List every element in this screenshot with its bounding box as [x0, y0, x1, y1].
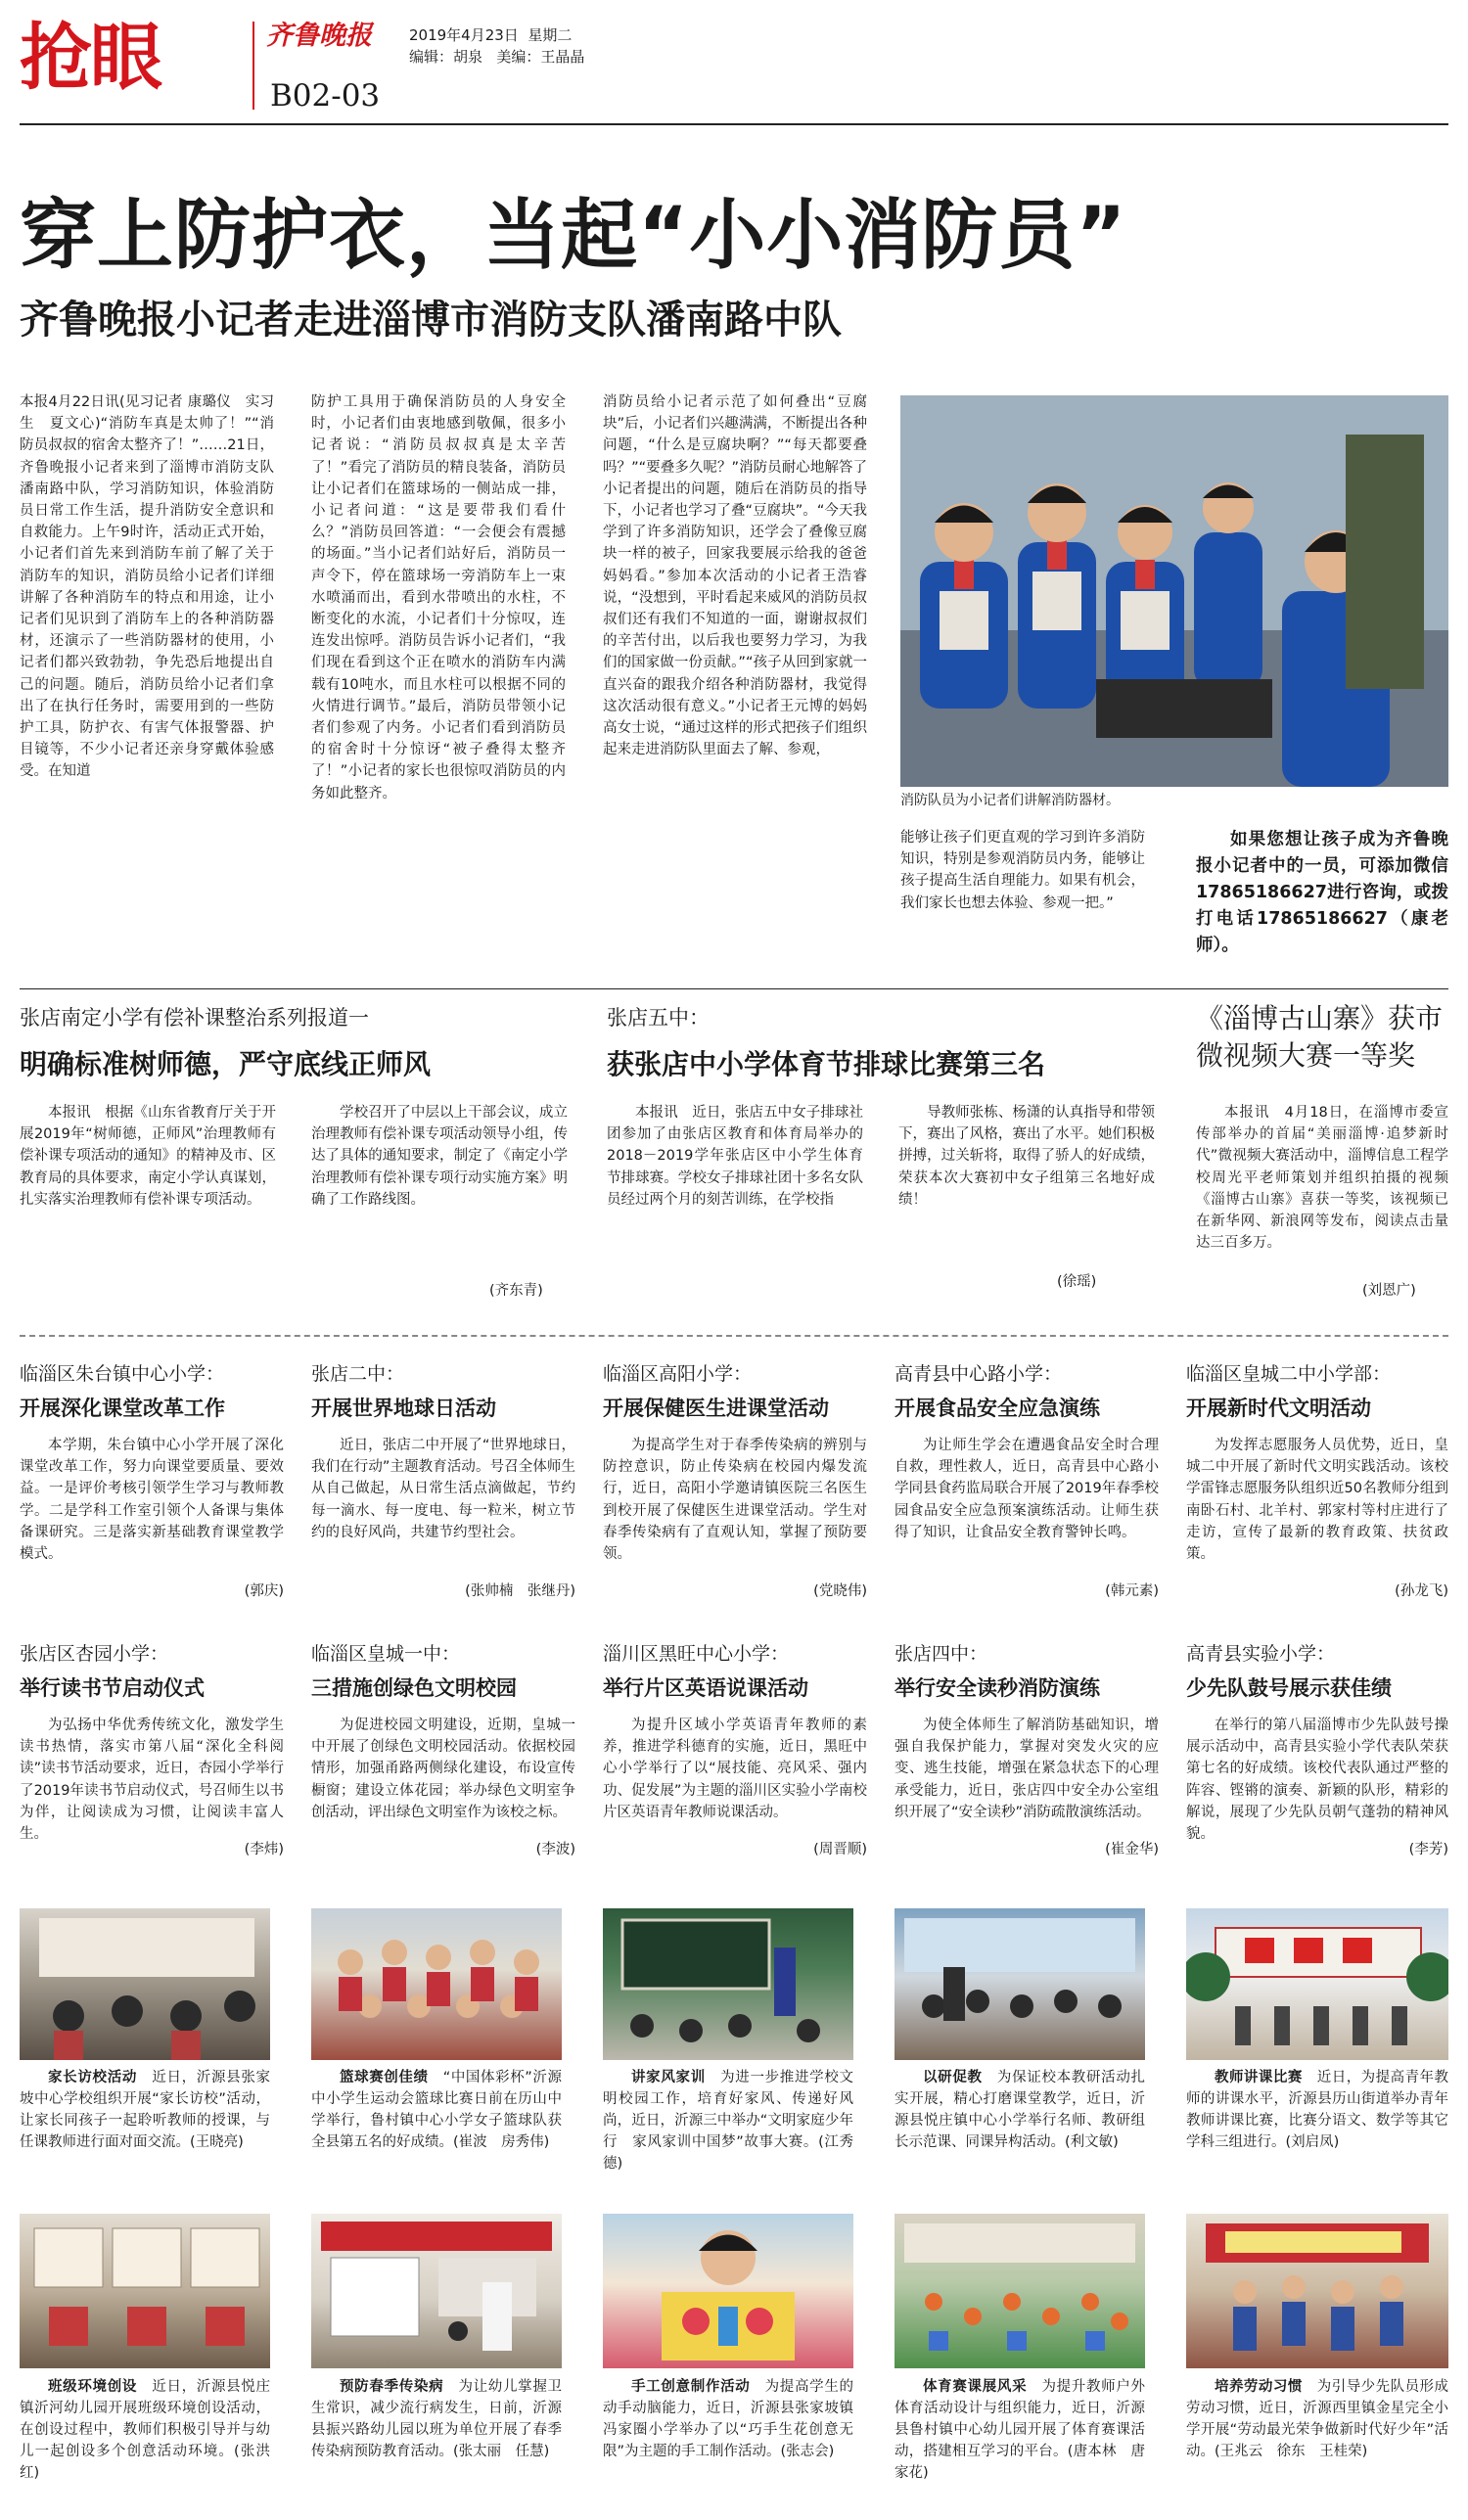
- row3-text-4: 为让师生学会在遭遇食品安全时合理自救，理性救人，近日，高青县中心路小学同县食药监局联合开展了2019年春季校园食品安全应急预案演练活动。让师生获得了知识，让食品安全教育警钟长鸣。: [895, 1438, 1159, 1540]
- lead-col-2: 防护工具用于确保消防员的人身安全时，小记者们由衷地感到敬佩，很多小记者说：“消防员叔叔真是太辛苦了！”看完了消防员的精良装备，消防员让小记者们在篮球场的一侧站成一排，小记者问道：“这是要带我们看什么？”消防员回答道：“一会便会有震撼的场面。”当小记者们站好后，消防员一声令下，停在篮球场一旁消防车上一束水喷涌而出，看到水带喷出的水柱，不断变化的水流，小记者们十分惊叹，连连发出惊呼。消防员告诉小记者们，“我们现在看到这个正在喷水的消防车内满载有10吨水，而且水柱可以根据不同的火情进行调节。”最后，消防员带领小记者们参观了内务。小记者们看到消防员的宿舍时十分惊讶“被子叠得太整齐了！”小记者的家长也很惊叹消防员的内务如此整齐。: [311, 394, 566, 802]
- issue-weekday: 星期二: [528, 26, 573, 44]
- row3-title-4: 开展食品安全应急演练: [895, 1397, 1100, 1420]
- row3-text-1: 本学期，朱台镇中心小学开展了深化课堂改革工作，努力向课堂要质量、要效益。一是评价考核引领学生学习与教师教学。二是学科工作室引领个人备课与集体备课研究。三是落实新基础教育课堂教学模式。: [20, 1438, 284, 1563]
- row3-title-2: 开展世界地球日活动: [311, 1397, 496, 1420]
- caption-2-3-text: 为提高学生的动手动脑能力，近日，沂源县张家坡镇冯家圈小学举办了以“巧手生花创意无限”为主题的手工制作活动。: [603, 2379, 854, 2459]
- lead-col-4: 能够让孩子们更直观的学习到许多消防知识，特别是参观消防员内务，能够让孩子提高生活自理能力。如果有机会，我们家长也想去体验、参观一把。”: [900, 830, 1145, 911]
- caption-1-3-byline: (江秀德): [603, 2134, 853, 2172]
- row3-school-4: 高青县中心路小学：: [895, 1363, 1063, 1385]
- row3-col-2: [311, 1362, 575, 1609]
- caption-2-4-byline: (唐本林 唐家花): [895, 2444, 1145, 2481]
- row3-byline-3: (党晓伟): [813, 1583, 867, 1599]
- caption-2-3-title: 手工创意制作活动: [631, 2379, 751, 2395]
- row2-text-1b: 学校召开了中层以上干部会议，成立治理教师有偿补课专项活动领导小组，传达了具体的通知要求，制定了《南定小学治理教师有偿补课专项行动实施方案》明确了工作路线图。: [311, 1105, 568, 1208]
- page-code: B02-03: [270, 78, 381, 114]
- caption-1-1-title: 家长访校活动: [48, 2070, 138, 2085]
- row3-byline-1: (郭庆): [244, 1583, 284, 1599]
- row3-school-1: 临淄区朱台镇中心小学：: [20, 1363, 225, 1385]
- row3-text-5: 为发挥志愿服务人员优势，近日，皇城二中开展了新时代文明实践活动。该校学雷锋志愿服务队组织近50名教师分组到南卧石村、北羊村、郭家村等村庄进行了走访，宣传了最新的教育政策、扶贫政策。: [1186, 1438, 1448, 1563]
- row3-title-1: 开展深化课堂改革工作: [20, 1397, 225, 1420]
- row2-school-2: 张店五中：: [607, 1006, 710, 1030]
- caption-1-5-title: 教师讲课比赛: [1215, 2070, 1303, 2085]
- row4-byline-1: (李炜): [244, 1842, 284, 1857]
- masthead-rule: [20, 123, 1448, 125]
- designer-name: 美编：王晶晶: [496, 48, 585, 66]
- photo-2-5: [1186, 2214, 1448, 2368]
- photo-2-2: [311, 2214, 562, 2368]
- paper-name: 齐鲁晚报: [266, 21, 372, 51]
- caption-1-2-text: “中国体彩杯”沂源中小学生运动会篮球比赛日前在历山中学举行，鲁村镇中心小学女子篮球队获全县第五名的好成绩。: [311, 2070, 563, 2150]
- caption-1-2-byline: (崔波 房秀伟): [453, 2134, 550, 2150]
- section-logo: [20, 14, 240, 119]
- caption-2-2: [311, 2376, 562, 2462]
- caption-2-5-text: 为引导少先队员形成劳动习惯，近日，沂源西里镇金星完全小学开展“劳动最光荣争做新时代好少年”活动。: [1186, 2379, 1449, 2459]
- row3-byline-4: (韩元素): [1105, 1583, 1159, 1599]
- row4-text-4: 为使全体师生了解消防基础知识，增强自我保护能力，掌握对突发火灾的应变、逃生技能，增强在紧急状态下的心理承受能力，近日，张店四中安全办公室组织开展了“安全读秒”消防疏散演练活动。: [895, 1718, 1159, 1820]
- lead-col-1: 本报4月22日讯(见习记者 康璐仪 实习生 夏文心)“消防车真是太帅了！”“消防员叔叔的宿舍太整齐了！”……21日，齐鲁晚报小记者来到了淄博市消防支队潘南路中队，学习消防知识，体验消防员日常工作生活，提升消防安全意识和自救能力。上午9时许，活动正式开始，小记者们首先来到消防车前了解了关于消防车的知识，消防员给小记者们详细讲解了各种消防车的特点和用途，让小记者们见识到了消防车上的各种消防器材，还演示了一些消防器材的使用，小记者们都兴致勃勃，争先恐后地提出自己的问题。随后，消防员给小记者们拿出了在执行任务时，需要用到的一些防护工具，防护衣、有害气体报警器、护目镜等，不少小记者还亲身穿戴体验感受。在知道: [20, 394, 274, 780]
- photo-2-4: [895, 2214, 1145, 2368]
- row4-text-5: 在举行的第八届淄博市少先队鼓号操展示活动中，高青县实验小学代表队荣获第七名的好成绩。该校代表队通过严整的阵容、铿锵的演奏、新颖的队形，精彩的解说，展现了少先队员朝气蓬勃的精神风貌。: [1186, 1718, 1448, 1843]
- photo-2-3: [603, 2214, 853, 2368]
- row2-byline-1: (齐东青): [489, 1283, 543, 1299]
- row4-col-2: [311, 1642, 575, 1867]
- caption-1-4-title: 以研促教: [923, 2070, 983, 2085]
- row3-col-5: [1186, 1362, 1448, 1609]
- row4-school-5: 高青县实验小学：: [1186, 1643, 1336, 1665]
- caption-1-4: [895, 2067, 1145, 2153]
- caption-2-3: [603, 2376, 853, 2462]
- photo-2-1: [20, 2214, 270, 2368]
- row3-col-1: [20, 1362, 284, 1609]
- editor-name: 编辑：胡泉: [409, 48, 483, 66]
- row3-byline-5: (孙龙飞): [1395, 1583, 1448, 1599]
- row3-col-3: [603, 1362, 867, 1609]
- row3-byline-2: (张帅楠 张继丹): [465, 1583, 575, 1599]
- photo-1-1: [20, 1908, 270, 2060]
- row3-title-5: 开展新时代文明活动: [1186, 1397, 1371, 1420]
- caption-1-4-byline: (利文敏): [1065, 2134, 1119, 2150]
- row3-school-3: 临淄区高阳小学：: [603, 1363, 753, 1385]
- caption-2-5-byline: (王兆云 徐东 王桂荣): [1215, 2444, 1368, 2459]
- lead-col-3: 消防员给小记者示范了如何叠出“豆腐块”后，小记者们兴趣满满，不断提出各种问题，“什么是豆腐块啊？”“每天都要叠吗？”“要叠多久呢？”消防员耐心地解答了小记者提出的问题，随后在消防员的指导下，小记者也学习了叠“豆腐块”。“今天我学到了许多消防知识，还学会了叠像豆腐块一样的被子，回家我要展示给我的爸爸妈妈看。”参加本次活动的小记者王浩睿说，“没想到，平时看起来威风的消防员叔叔们还有我们不知道的一面，谢谢叔叔们的辛苦付出，以后我也要努力学习，为我们的国家做一份贡献。”“孩子从回到家就一直兴奋的跟我介绍各种消防器材，我觉得这次活动很有意义。”小记者王元博的妈妈高女士说，“通过这样的形式把孩子们组织起来走进消防队里面去了解、参观，: [603, 394, 867, 758]
- caption-2-1-text: 近日，沂源县悦庄镇沂河幼儿园开展班级环境创设活动，在创设过程中，教师们积极引导并与幼儿一起创设多个创意活动环境。: [20, 2379, 271, 2459]
- row2-school-1: 张店南定小学有偿补课整治系列报道一: [20, 1006, 369, 1030]
- row2-rule: [20, 988, 1448, 989]
- caption-1-5-byline: (刘启凤): [1285, 2134, 1340, 2150]
- row4-text-2: 为促进校园文明建设，近期，皇城一中开展了创绿色文明校园活动。依据校园情形，加强甬路两侧绿化建设，布设宣传橱窗；建设立体花园；举办绿色文明室争创活动，评出绿色文明室作为该校之标。: [311, 1718, 575, 1820]
- row4-school-4: 张店四中：: [895, 1643, 988, 1665]
- row2-byline-3: (刘恩广): [1362, 1283, 1416, 1299]
- photo-1-2: [311, 1908, 562, 2060]
- row4-title-5: 少先队鼓号展示获佳绩: [1186, 1676, 1392, 1700]
- caption-1-1-byline: (王晓亮): [190, 2134, 244, 2150]
- row2-title-2: 获张店中小学体育节排球比赛第三名: [607, 1048, 1046, 1080]
- caption-1-1-text: 近日，沂源县张家坡中心学校组织开展“家长访校”活动，让家长同孩子一起聆听教师的授课，与任课教师进行面对面交流。: [20, 2070, 271, 2150]
- row3-school-2: 张店二中：: [311, 1363, 405, 1385]
- row2-text-1a: 本报讯 根据《山东省教育厅关于开展2019年“树师德，正师风”治理教师有偿补课专项活动的通知》的精神及市、区教育局的具体要求，南定小学认真谋划，扎实落实治理教师有偿补课专项活动。: [20, 1105, 276, 1208]
- caption-2-3-byline: (张志会): [780, 2444, 835, 2459]
- photo-1-3: [603, 1908, 853, 2060]
- caption-2-5: [1186, 2376, 1448, 2462]
- row4-title-3: 举行片区英语说课活动: [603, 1676, 808, 1700]
- caption-2-2-text: 为让幼儿掌握卫生常识，减少流行病发生，日前，沂源县振兴路幼儿园以班为单位开展了春季传染病预防教育活动。: [311, 2379, 563, 2459]
- row4-text-3: 为提升区域小学英语青年教师的素养，推进学科德育的实施，近日，黑旺中心小学举行了以“展技能、亮风采、强内功、促发展”为主题的淄川区实验小学南校片区英语青年教师说课活动。: [603, 1718, 867, 1820]
- row4-title-2: 三措施创绿色文明校园: [311, 1676, 517, 1700]
- caption-2-4: [895, 2376, 1145, 2484]
- caption-2-1-title: 班级环境创设: [48, 2379, 138, 2395]
- caption-1-3-text: 为进一步推进学校文明校园工作，培育好家风、传递好风尚，近日，沂源三中举办“文明家庭少年行 家风家训中国梦”故事大赛。: [603, 2070, 854, 2150]
- row2-title-1: 明确标准树师德，严守底线正师风: [20, 1048, 432, 1080]
- row3-text-3: 为提高学生对于春季传染病的辨别与防控意识，防止传染病在校园内爆发流行，近日，高阳小学邀请镇医院三名医生到校开展了保健医生进课堂活动。学生对春季传染病有了直观认知，掌握了预防要领。: [603, 1438, 867, 1563]
- caption-2-2-title: 预防春季传染病: [340, 2379, 444, 2395]
- caption-1-3: [603, 2067, 853, 2175]
- caption-1-3-title: 讲家风家训: [631, 2070, 706, 2085]
- row4-col-1: [20, 1642, 284, 1867]
- row4-title-4: 举行安全读秒消防演练: [895, 1676, 1100, 1700]
- caption-1-4-text: 为保证校本教研活动扎实开展，精心打磨课堂教学，近日，沂源县悦庄镇中心小学举行名师、教研组长示范课、同课异构活动。: [895, 2070, 1146, 2150]
- photo-1-4: [895, 1908, 1145, 2060]
- row4-school-3: 淄川区黑旺中心小学：: [603, 1643, 790, 1665]
- masthead-editors: [409, 47, 584, 67]
- row2-text-2a: 本报讯 近日，张店五中女子排球社团参加了由张店区教育和体育局举办的2018－2019学年张店区中小学生体育节排球赛。学校女子排球社团十多名女队员经过两个月的刻苦训练，在学校指: [607, 1105, 863, 1208]
- lead-photo: [900, 395, 1448, 787]
- row3-col-4: [895, 1362, 1159, 1609]
- caption-2-4-title: 体育赛课展风采: [923, 2379, 1028, 2395]
- lead-photo-caption: 消防队员为小记者们讲解消防器材。: [900, 793, 1120, 808]
- caption-1-1: [20, 2067, 270, 2153]
- row2-text-3: 本报讯 4月18日，在淄博市委宣传部举办的首届“美丽淄博·追梦新时代”微视频大赛活动中，淄博信息工程学校周光平老师策划并组织拍摄的视频《淄博古山寨》喜获一等奖，该视频已在新华网、新浪网等发布，阅读点击量达三百多万。: [1196, 1105, 1448, 1252]
- row3-dashed-rule: [20, 1335, 1448, 1337]
- row4-byline-3: (周晋顺): [813, 1842, 867, 1857]
- row3-school-5: 临淄区皇城二中小学部：: [1186, 1363, 1392, 1385]
- masthead-divider: [252, 22, 254, 110]
- row4-text-1: 为弘扬中华优秀传统文化，激发学生读书热情，落实市第八届“深化全科阅读”读书节活动要求，近日，杏园小学举行了2019年读书节启动仪式，号召师生以书为伴，让阅读成为习惯，让阅读丰富人生。: [20, 1718, 284, 1843]
- row4-title-1: 举行读书节启动仪式: [20, 1676, 205, 1700]
- row3-text-2: 近日，张店二中开展了“世界地球日，我们在行动”主题教育活动。号召全体师生从自己做起，从日常生活点滴做起，节约每一滴水、每一度电、每一粒米，树立节约的良好风尚，共建节约型社会。: [311, 1438, 575, 1540]
- caption-2-1-byline: (张洪红): [20, 2444, 270, 2481]
- masthead-date: [409, 25, 572, 45]
- row2-byline-2: (徐瑶): [1057, 1274, 1097, 1290]
- lead-subheadline: 齐鲁晚报小记者走进淄博市消防支队潘南路中队: [20, 298, 842, 343]
- row3-title-3: 开展保健医生进课堂活动: [603, 1397, 829, 1420]
- row2-title-3: 《淄博古山寨》获市微视频大赛一等奖: [1196, 1002, 1444, 1072]
- row2-text-2b: 导教师张栋、杨潇的认真指导和带领下，赛出了风格，赛出了水平。她们积极拼搏，过关斩将，取得了骄人的好成绩，荣获本次大赛初中女子组第三名地好成绩！: [898, 1105, 1155, 1208]
- row4-byline-4: (崔金华): [1105, 1842, 1159, 1857]
- caption-1-2: [311, 2067, 562, 2153]
- row4-byline-5: (李芳): [1408, 1842, 1448, 1857]
- caption-1-5-text: 近日，为提高青年教师的讲课水平，沂源县历山街道举办青年教师讲课比赛，比赛分语文、数学等其它学科三组进行。: [1186, 2070, 1449, 2150]
- caption-2-5-title: 培养劳动习惯: [1215, 2379, 1303, 2395]
- row4-school-1: 张店区杏园小学：: [20, 1643, 169, 1665]
- issue-date: 2019年4月23日: [409, 26, 519, 44]
- lead-promo: 如果您想让孩子成为齐鲁晚报小记者中的一员，可添加微信17865186627进行咨询，或拨打电话17865186627（康老师）。: [1196, 830, 1448, 955]
- caption-2-4-text: 为提升教师户外体育活动设计与组织能力，近日，沂源县鲁村镇中心幼儿园开展了体育赛课活动，搭建相互学习的平台。: [895, 2379, 1146, 2459]
- photo-1-5: [1186, 1908, 1448, 2060]
- row4-col-3: [603, 1642, 867, 1867]
- caption-2-2-byline: (张太丽 任慧): [453, 2444, 550, 2459]
- row4-school-2: 临淄区皇城一中：: [311, 1643, 461, 1665]
- caption-1-2-title: 篮球赛创佳绩: [340, 2070, 429, 2085]
- row4-col-5: [1186, 1642, 1448, 1867]
- row4-byline-2: (李波): [535, 1842, 575, 1857]
- section-title: 抢眼: [20, 16, 161, 100]
- caption-1-5: [1186, 2067, 1448, 2153]
- row4-col-4: [895, 1642, 1159, 1867]
- caption-2-1: [20, 2376, 270, 2484]
- lead-headline: 穿上防护衣，当起“小小消防员”: [20, 192, 1127, 280]
- lead-photo-scene: [900, 395, 1448, 787]
